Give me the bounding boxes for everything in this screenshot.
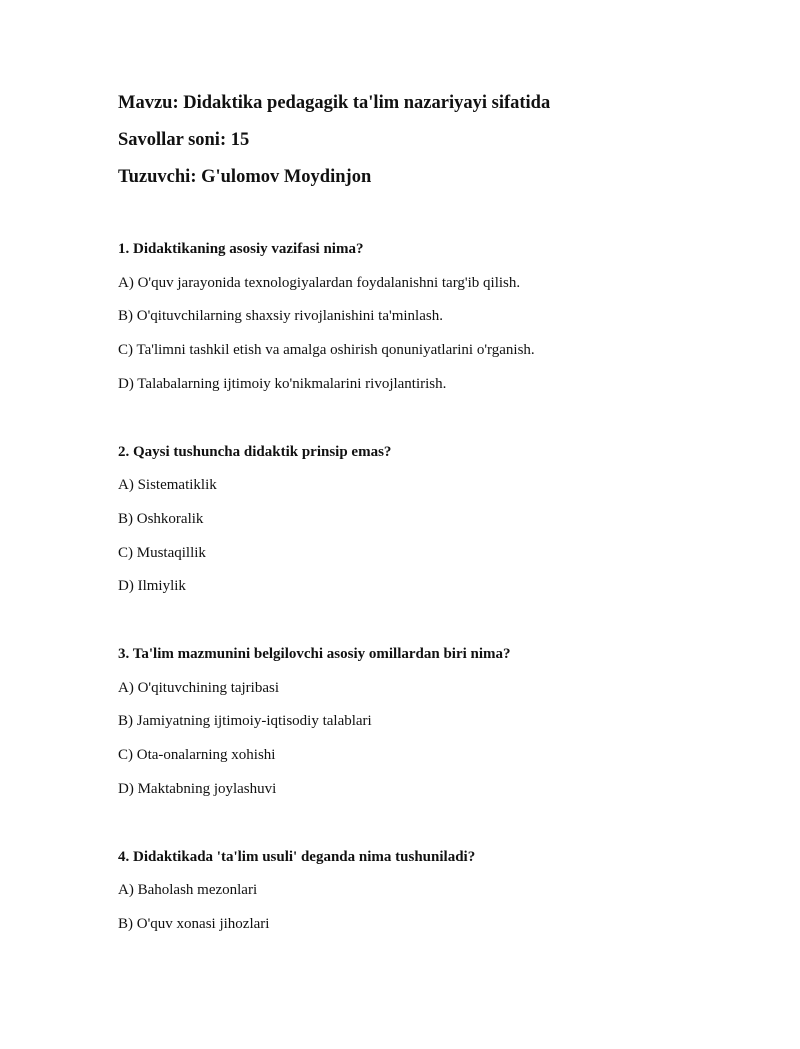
answer-option-b: B) Jamiyatning ijtimoiy-iqtisodiy talablari: [118, 711, 758, 731]
question-text: 1. Didaktikaning asosiy vazifasi nima?: [118, 239, 758, 259]
author-line: Tuzuvchi: G'ulomov Moydinjon: [118, 166, 758, 188]
answer-option-a: A) O'qituvchining tajribasi: [118, 678, 758, 698]
answer-option-d: D) Ilmiylik: [118, 576, 758, 596]
question-count: Savollar soni: 15: [118, 129, 758, 151]
answer-option-c: C) Ta'limni tashkil etish va amalga oshirish qonuniyatlarini o'rganish.: [118, 340, 758, 360]
question-text: 2. Qaysi tushuncha didaktik prinsip emas?: [118, 442, 758, 462]
answer-option-c: C) Mustaqillik: [118, 543, 758, 563]
answer-option-c: C) Ota-onalarning xohishi: [118, 745, 758, 765]
answer-option-d: D) Talabalarning ijtimoiy ko'nikmalarini rivojlantirish.: [118, 374, 758, 394]
question-1: [118, 239, 758, 442]
question-2: [118, 442, 758, 645]
answer-option-b: B) O'quv xonasi jihozlari: [118, 914, 758, 934]
answer-option-a: A) Baholash mezonlari: [118, 880, 758, 900]
answer-option-b: B) O'qituvchilarning shaxsiy rivojlanishini ta'minlash.: [118, 306, 758, 326]
answer-option-a: A) O'quv jarayonida texnologiyalardan foydalanishni targ'ib qilish.: [118, 273, 758, 293]
question-text: 4. Didaktikada 'ta'lim usuli' deganda nima tushuniladi?: [118, 847, 758, 867]
question-list: [118, 239, 758, 1049]
topic-title: Mavzu: Didaktika pedagagik ta'lim nazariyayi sifatida: [118, 92, 758, 114]
answer-option-d: D) Maktabning joylashuvi: [118, 779, 758, 799]
document-header: [118, 92, 758, 203]
answer-option-a: A) Sistematiklik: [118, 475, 758, 495]
question-text: 3. Ta'lim mazmunini belgilovchi asosiy omillardan biri nima?: [118, 644, 758, 664]
question-3: [118, 644, 758, 847]
question-4: [118, 847, 758, 1049]
answer-option-b: B) Oshkoralik: [118, 509, 758, 529]
